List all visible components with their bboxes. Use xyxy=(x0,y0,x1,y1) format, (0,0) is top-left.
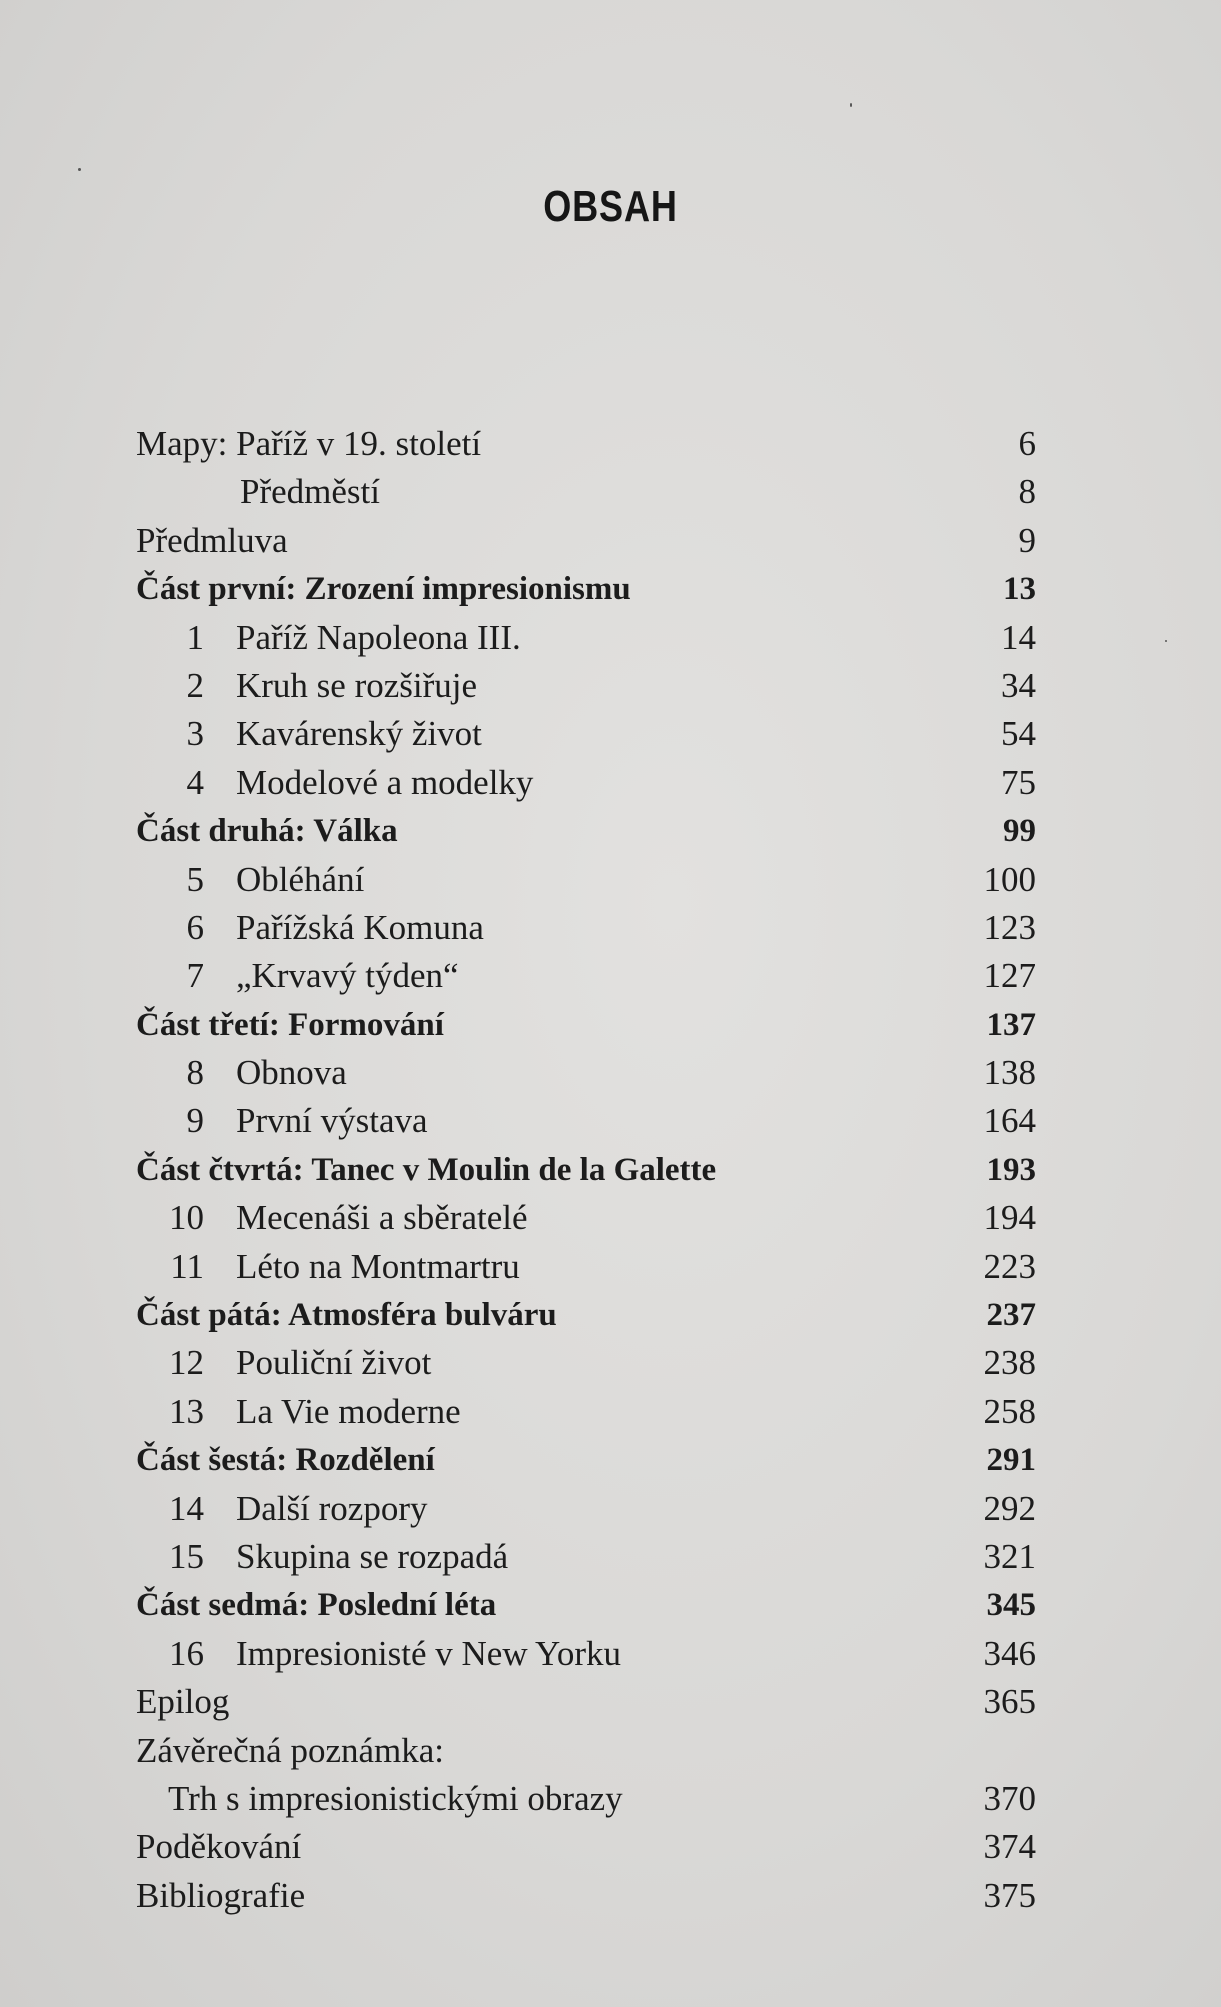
toc-entry-title: Skupina se rozpadá xyxy=(236,1536,509,1576)
toc-page-number: 223 xyxy=(983,1246,1036,1286)
chapter-number: 11 xyxy=(170,1246,204,1286)
toc-page-number: 137 xyxy=(986,1006,1036,1043)
toc-page-number: 99 xyxy=(1003,813,1036,850)
toc-page-number: 127 xyxy=(983,956,1036,996)
toc-page-number: 374 xyxy=(983,1827,1036,1867)
toc-entry-row xyxy=(136,420,1036,468)
toc-chapter-row xyxy=(136,1533,1036,1581)
toc-page-number: 138 xyxy=(983,1053,1036,1093)
table-of-contents xyxy=(136,420,1036,1920)
toc-entry-title: La Vie moderne xyxy=(236,1391,461,1431)
toc-entry-row xyxy=(136,1823,1036,1871)
toc-part-row xyxy=(136,1001,1036,1049)
toc-page-number: 346 xyxy=(983,1633,1036,1673)
page-title: OBSAH xyxy=(543,182,678,231)
chapter-number: 12 xyxy=(169,1343,204,1383)
toc-page-number: 14 xyxy=(1001,617,1036,657)
toc-chapter-row xyxy=(136,1485,1036,1533)
toc-chapter-row xyxy=(136,1630,1036,1678)
toc-page-number: 194 xyxy=(983,1198,1036,1238)
chapter-number: 9 xyxy=(186,1101,204,1141)
toc-chapter-row xyxy=(136,662,1036,710)
toc-entry-title: Předmluva xyxy=(136,520,288,560)
toc-entry-title: Impresionisté v New Yorku xyxy=(236,1633,621,1673)
toc-entry-title: Část pátá: Atmosféra bulváru xyxy=(136,1297,557,1334)
chapter-number: 3 xyxy=(186,714,204,754)
toc-part-row xyxy=(136,1581,1036,1629)
toc-entry-title: Léto na Montmartru xyxy=(236,1246,520,1286)
toc-entry-title: Mapy: Paříž v 19. století xyxy=(136,424,482,463)
chapter-number: 1 xyxy=(186,617,204,657)
toc-entry-row xyxy=(136,1775,1036,1823)
toc-chapter-row xyxy=(136,1388,1036,1436)
toc-chapter-row xyxy=(136,759,1036,807)
paper-speck xyxy=(78,168,81,171)
toc-part-row xyxy=(136,1146,1036,1194)
toc-page-number: 8 xyxy=(1018,472,1036,512)
toc-chapter-row xyxy=(136,952,1036,1000)
toc-entry-title: Pařížská Komuna xyxy=(236,907,484,947)
toc-entry-title: Epilog xyxy=(136,1682,230,1722)
toc-entry-title: Část čtvrtá: Tanec v Moulin de la Galette xyxy=(136,1151,717,1188)
toc-chapter-row xyxy=(136,1097,1036,1145)
toc-page-number: 365 xyxy=(983,1682,1036,1722)
toc-page-number: 321 xyxy=(983,1536,1036,1576)
chapter-number: 10 xyxy=(169,1198,204,1238)
chapter-number: 13 xyxy=(169,1391,204,1431)
toc-page-number: 258 xyxy=(983,1391,1036,1431)
toc-page-number: 100 xyxy=(983,859,1036,899)
chapter-number: 15 xyxy=(169,1536,204,1576)
toc-entry-title: Další rozpory xyxy=(236,1488,428,1528)
toc-entry-row xyxy=(136,1872,1036,1920)
toc-entry-title: Závěrečná poznámka: xyxy=(136,1730,445,1770)
toc-entry-title: Mecenáši a sběratelé xyxy=(236,1198,528,1238)
toc-page-number: 375 xyxy=(983,1875,1036,1915)
toc-entry-title: Část sedmá: Poslední léta xyxy=(136,1587,497,1624)
chapter-number: 4 xyxy=(186,762,204,802)
toc-entry-row xyxy=(136,1727,1036,1775)
toc-page-number: 13 xyxy=(1003,571,1036,608)
toc-chapter-row xyxy=(136,904,1036,952)
toc-entry-title: „Krvavý týden“ xyxy=(236,956,459,996)
toc-entry-title: Paříž Napoleona III. xyxy=(236,617,521,657)
toc-entry-title: Trh s impresionistickými obrazy xyxy=(168,1778,623,1818)
toc-entry-row xyxy=(136,1678,1036,1726)
toc-entry-title: První výstava xyxy=(236,1101,428,1141)
chapter-number: 14 xyxy=(169,1488,204,1528)
paper-speck xyxy=(1165,640,1167,642)
toc-part-row xyxy=(136,1436,1036,1484)
toc-chapter-row xyxy=(136,1339,1036,1387)
toc-entry-title: Obnova xyxy=(236,1053,347,1093)
toc-page-number: 292 xyxy=(983,1488,1036,1528)
chapter-number: 8 xyxy=(186,1053,204,1093)
toc-entry-title: Část šestá: Rozdělení xyxy=(136,1442,435,1479)
chapter-number: 16 xyxy=(169,1633,204,1673)
toc-page-number: 238 xyxy=(983,1343,1036,1383)
toc-chapter-row xyxy=(136,856,1036,904)
chapter-number: 5 xyxy=(186,859,204,899)
toc-page-number: 9 xyxy=(1018,520,1036,560)
toc-part-row xyxy=(136,807,1036,855)
toc-entry-title: Část první: Zrození impresionismu xyxy=(136,571,631,608)
toc-page-number: 123 xyxy=(983,907,1036,947)
paper-speck xyxy=(850,103,852,107)
toc-page-number: 54 xyxy=(1001,714,1036,754)
toc-entry-title: Kavárenský život xyxy=(236,714,482,754)
toc-page-number: 6 xyxy=(1018,424,1036,463)
toc-entry-title: Předměstí xyxy=(240,472,380,512)
toc-page-number: 345 xyxy=(986,1587,1036,1624)
toc-part-row xyxy=(136,565,1036,613)
toc-entry-title: Obléhání xyxy=(236,859,365,899)
toc-chapter-row xyxy=(136,1194,1036,1242)
toc-chapter-row xyxy=(136,1243,1036,1291)
toc-entry-title: Kruh se rozšiřuje xyxy=(236,665,478,705)
toc-chapter-row xyxy=(136,1049,1036,1097)
toc-entry-title: Pouliční život xyxy=(236,1343,432,1383)
toc-page-number: 370 xyxy=(983,1778,1036,1818)
chapter-number: 2 xyxy=(186,665,204,705)
chapter-number: 7 xyxy=(186,956,204,996)
toc-entry-row xyxy=(136,468,1036,516)
toc-part-row xyxy=(136,1291,1036,1339)
toc-page-number: 291 xyxy=(986,1442,1036,1479)
toc-chapter-row xyxy=(136,614,1036,662)
toc-entry-title: Část třetí: Formování xyxy=(136,1006,444,1043)
chapter-number: 6 xyxy=(186,907,204,947)
toc-page-number: 34 xyxy=(1001,665,1036,705)
toc-chapter-row xyxy=(136,710,1036,758)
toc-entry-row xyxy=(136,517,1036,565)
toc-page-number: 75 xyxy=(1001,762,1036,802)
toc-page-number: 193 xyxy=(986,1151,1036,1188)
toc-page-number: 164 xyxy=(983,1101,1036,1141)
toc-entry-title: Část druhá: Válka xyxy=(136,813,398,850)
toc-entry-title: Bibliografie xyxy=(136,1875,306,1915)
toc-entry-title: Modelové a modelky xyxy=(236,762,534,802)
toc-page-number: 237 xyxy=(986,1297,1036,1334)
toc-entry-title: Poděkování xyxy=(136,1827,302,1867)
